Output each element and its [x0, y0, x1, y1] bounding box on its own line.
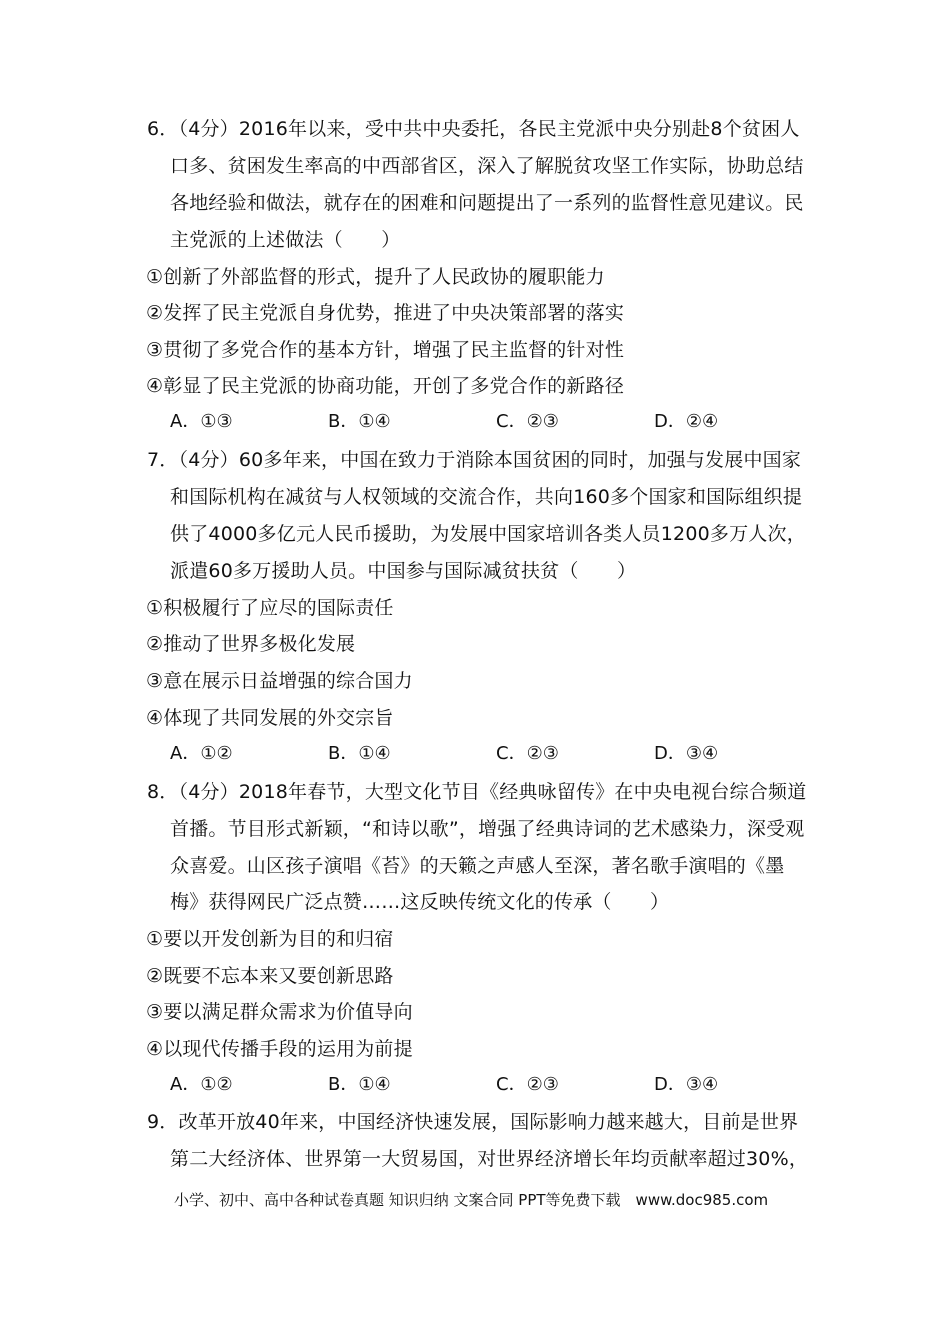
question-8-line-4: 梅》获得网民广泛点赞……这反映传统文化的传承（ ） — [170, 891, 670, 913]
question-8-line-2: 首播。节目形式新颖，“和诗以歌”，增强了经典诗词的艺术感染力，深受观 — [170, 818, 805, 840]
question-6-line-4: 主党派的上述做法（ ） — [170, 229, 401, 251]
option-a: A．①② — [170, 1074, 233, 1095]
question-7-statement-2: ②推动了世界多极化发展 — [146, 633, 356, 655]
question-9-line-1: 9．改革开放40年来，中国经济快速发展，国际影响力越来越大，目前是世界 — [147, 1111, 799, 1133]
question-6-statement-1: ①创新了外部监督的形式，提升了人民政协的履职能力 — [146, 266, 605, 288]
question-7-statement-1: ①积极履行了应尽的国际责任 — [146, 597, 394, 619]
question-8-line-1: 8．（4分）2018年春节，大型文化节目《经典咏留传》在中央电视台综合频道 — [147, 781, 807, 803]
question-6-line-1: 6．（4分）2016年以来，受中共中央委托，各民主党派中央分别赴8个贫困人 — [147, 118, 800, 140]
question-6-line-3: 各地经验和做法，就存在的困难和问题提出了一系列的监督性意见建议。民 — [170, 192, 804, 214]
question-7-statement-4: ④体现了共同发展的外交宗旨 — [146, 707, 394, 729]
option-d: D．③④ — [654, 1074, 719, 1095]
question-7-options — [170, 741, 770, 767]
option-d: D．②④ — [654, 411, 719, 432]
option-b: B．①④ — [328, 1074, 391, 1095]
option-c: C．②③ — [496, 1074, 559, 1095]
question-7-line-3: 供了4000多亿元人民币援助，为发展中国家培训各类人员1200多万人次， — [170, 523, 806, 545]
question-8-line-3: 众喜爱。山区孩子演唱《苔》的天籁之声感人至深，著名歌手演唱的《墨 — [170, 855, 785, 877]
question-7-statement-3: ③意在展示日益增强的综合国力 — [146, 670, 413, 692]
option-a: A．①③ — [170, 411, 233, 432]
question-7-line-2: 和国际机构在减贫与人权领域的交流合作，共向160多个国家和国际组织提 — [170, 486, 803, 508]
question-8-statement-2: ②既要不忘本来又要创新思路 — [146, 965, 394, 987]
question-7-line-4: 派遣60多万援助人员。中国参与国际减贫扶贫（ ） — [170, 560, 637, 582]
option-d: D．③④ — [654, 743, 719, 764]
option-c: C．②③ — [496, 411, 559, 432]
question-8-statement-4: ④以现代传播手段的运用为前提 — [146, 1038, 413, 1060]
question-8-options — [170, 1072, 770, 1098]
question-6-statement-4: ④彰显了民主党派的协商功能，开创了多党合作的新路径 — [146, 375, 625, 397]
option-b: B．①④ — [328, 743, 391, 764]
page-footer: 小学、初中、高中各种试卷真题 知识归纳 文案合同 PPT等免费下载 www.doc985.com — [174, 1191, 769, 1209]
option-b: B．①④ — [328, 411, 391, 432]
option-c: C．②③ — [496, 743, 559, 764]
question-6-line-2: 口多、贫困发生率高的中西部省区，深入了解脱贫攻坚工作实际，协助总结 — [170, 155, 804, 177]
question-7-line-1: 7．（4分）60多年来，中国在致力于消除本国贫困的同时，加强与发展中国家 — [147, 449, 802, 471]
option-a: A．①② — [170, 743, 233, 764]
question-6-statement-2: ②发挥了民主党派自身优势，推进了中央决策部署的落实 — [146, 302, 625, 324]
question-8-statement-3: ③要以满足群众需求为价值导向 — [146, 1001, 413, 1023]
question-6-options — [170, 409, 770, 435]
question-6-statement-3: ③贯彻了多党合作的基本方针，增强了民主监督的针对性 — [146, 339, 625, 361]
question-9-line-2: 第二大经济体、世界第一大贸易国，对世界经济增长年均贡献率超过30%， — [170, 1148, 809, 1170]
question-8-statement-1: ①要以开发创新为目的和归宿 — [146, 928, 394, 950]
